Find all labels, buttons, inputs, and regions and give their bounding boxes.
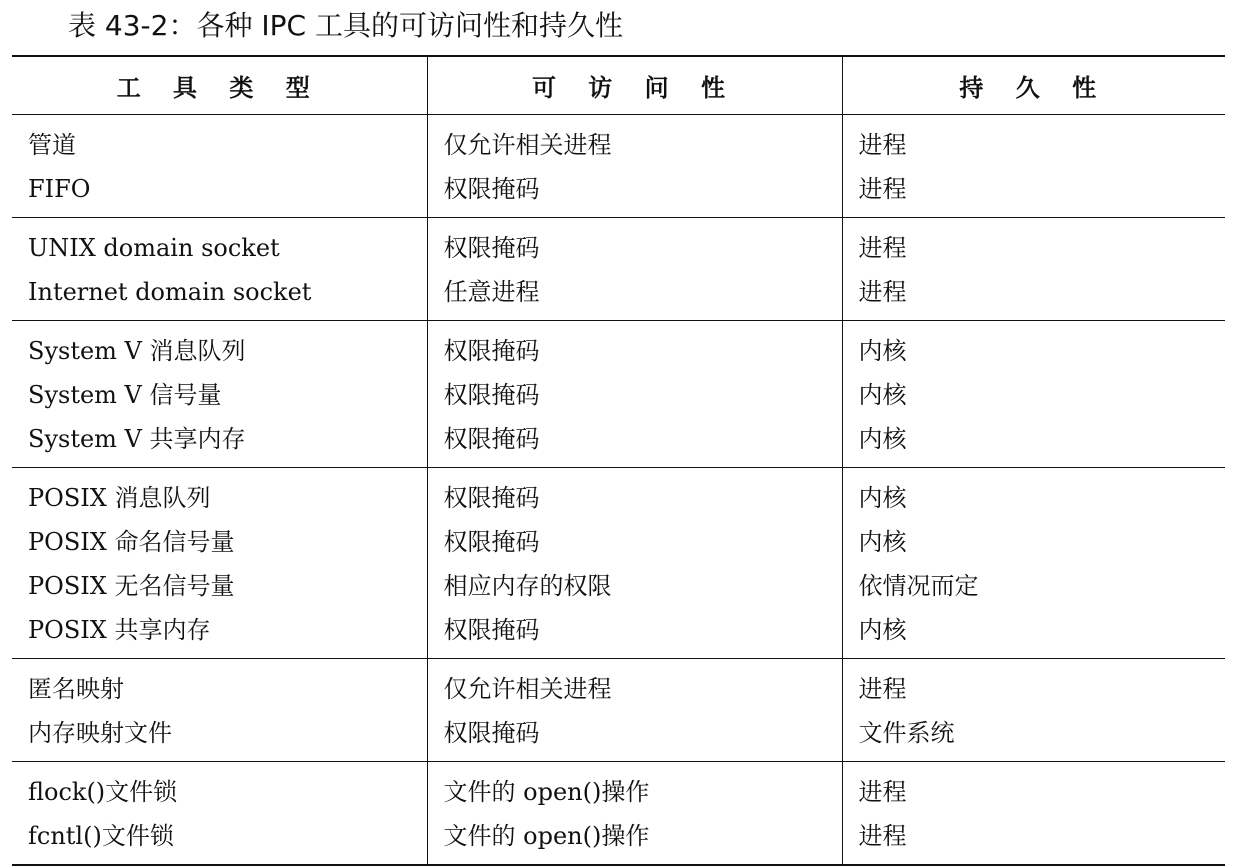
tool-cell: [12, 218, 427, 321]
tool-name: POSIX 共享内存: [28, 616, 211, 644]
access-value: 文件的 open()操作: [443, 778, 650, 806]
access-value: 权限掩码: [443, 175, 540, 203]
table-row-group: [12, 659, 1225, 762]
header-tool-type: 工 具 类 型: [12, 56, 427, 115]
access-cell: [427, 468, 842, 659]
table-row-group: [12, 218, 1225, 321]
persistence-cell: [842, 659, 1225, 762]
header-row: [12, 56, 1225, 115]
persistence-cell: [842, 468, 1225, 659]
tool-name: POSIX 命名信号量: [28, 528, 235, 556]
access-value: 文件的 open()操作: [443, 822, 650, 850]
access-value: 权限掩码: [443, 381, 540, 409]
tool-name: POSIX 无名信号量: [28, 572, 235, 600]
persistence-value: 依情况而定: [858, 572, 979, 600]
tool-name: UNIX domain socket: [28, 234, 280, 262]
access-value: 仅允许相关进程: [443, 675, 612, 703]
persistence-value: 内核: [858, 337, 907, 365]
tool-name: FIFO: [28, 175, 91, 203]
persistence-cell: [842, 321, 1225, 468]
persistence-cell: [842, 762, 1225, 866]
persistence-value: 文件系统: [858, 719, 955, 747]
persistence-value: 进程: [858, 175, 907, 203]
access-value: 权限掩码: [443, 528, 540, 556]
access-value: 权限掩码: [443, 425, 540, 453]
persistence-value: 进程: [858, 234, 907, 262]
persistence-value: 进程: [858, 278, 907, 306]
tool-name: 内存映射文件: [28, 719, 172, 747]
tool-name: System V 共享内存: [28, 425, 246, 453]
access-cell: [427, 321, 842, 468]
header-accessibility: 可 访 问 性: [427, 56, 842, 115]
persistence-value: 内核: [858, 616, 907, 644]
tool-cell: [12, 321, 427, 468]
persistence-value: 进程: [858, 131, 907, 159]
persistence-value: 进程: [858, 675, 907, 703]
access-cell: [427, 115, 842, 218]
table-caption: 表 43-2：各种 IPC 工具的可访问性和持久性: [68, 9, 623, 42]
tool-cell: [12, 468, 427, 659]
tool-cell: [12, 762, 427, 866]
persistence-value: 进程: [858, 778, 907, 806]
access-cell: [427, 762, 842, 866]
persistence-value: 内核: [858, 528, 907, 556]
tool-name: 匿名映射: [28, 675, 124, 703]
persistence-cell: [842, 115, 1225, 218]
access-value: 仅允许相关进程: [443, 131, 612, 159]
tool-name: System V 信号量: [28, 381, 222, 409]
tool-name: POSIX 消息队列: [28, 484, 211, 512]
access-value: 权限掩码: [443, 337, 540, 365]
tool-cell: [12, 115, 427, 218]
tool-name: flock()文件锁: [28, 778, 178, 806]
persistence-cell: [842, 218, 1225, 321]
persistence-value: 内核: [858, 381, 907, 409]
header-persistence: 持 久 性: [842, 56, 1225, 115]
table-row-group: [12, 321, 1225, 468]
tool-name: 管道: [28, 131, 76, 159]
tool-name: Internet domain socket: [28, 278, 312, 306]
access-value: 权限掩码: [443, 234, 540, 262]
tool-cell: [12, 659, 427, 762]
access-value: 相应内存的权限: [443, 572, 612, 600]
ipc-table: [12, 55, 1225, 866]
access-value: 权限掩码: [443, 719, 540, 747]
persistence-value: 内核: [858, 425, 907, 453]
table-row-group: [12, 115, 1225, 218]
tool-name: fcntl()文件锁: [28, 822, 174, 850]
access-cell: [427, 659, 842, 762]
tool-name: System V 消息队列: [28, 337, 246, 365]
persistence-value: 进程: [858, 822, 907, 850]
access-cell: [427, 218, 842, 321]
access-value: 权限掩码: [443, 484, 540, 512]
table-row-group: [12, 762, 1225, 866]
access-value: 任意进程: [443, 278, 540, 306]
persistence-value: 内核: [858, 484, 907, 512]
table-row-group: [12, 468, 1225, 659]
access-value: 权限掩码: [443, 616, 540, 644]
